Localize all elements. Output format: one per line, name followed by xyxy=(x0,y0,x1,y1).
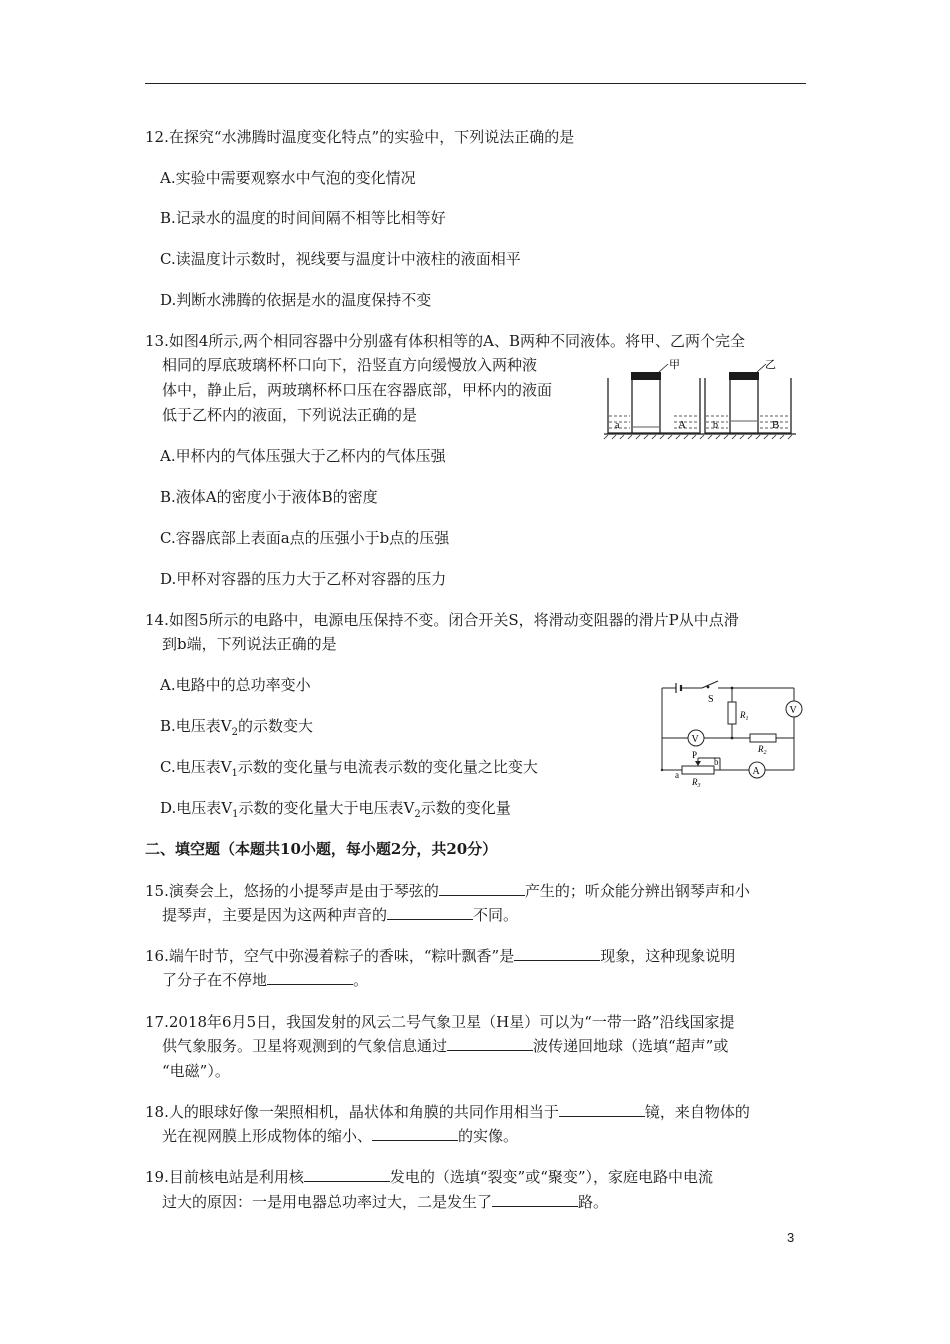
q19-line1: 19.目前核电站是利用核 发电的（选填“裂变”或“聚变”），家庭电路中电流 xyxy=(145,1168,714,1186)
q18-blank-1[interactable] xyxy=(559,1102,645,1117)
slider-arrow xyxy=(695,761,701,766)
q13-option-c: C.容器底部上表面a点的压强小于b点的压强 xyxy=(160,529,450,547)
q14-circuit-figure xyxy=(650,680,810,792)
q13-stem-line3: 体中，静止后，两玻璃杯杯口压在容器底部，甲杯内的液面 xyxy=(162,381,553,399)
q13-stem-line2: 相同的厚底玻璃杯杯口向下，沿竖直方向缓慢放入两种液 xyxy=(162,356,538,374)
q13-stem-line1: 13.如图4所示,两个相同容器中分别盛有体积相等的A、B两种不同液体。将甲、乙两个完全 xyxy=(145,332,746,350)
slider-p-label: P xyxy=(692,750,698,760)
q13-option-a: A.甲杯内的气体压强大于乙杯内的气体压强 xyxy=(160,447,446,465)
q16-line2: 了分子在不停地 。 xyxy=(162,971,369,989)
container-1 xyxy=(608,358,700,433)
cup-jia-base xyxy=(631,372,661,380)
voltmeter-v1-label: V xyxy=(789,705,797,716)
end-a-label: a xyxy=(675,770,679,780)
label-yi: 乙 xyxy=(765,359,776,371)
q15-line2: 提琴声，主要是因为这两种声音的 不同。 xyxy=(162,906,519,924)
q16-line1: 16.端午时节，空气中弥漫着粽子的香味，“粽叶飘香”是 现象，这种现象说明 xyxy=(145,947,736,965)
r3-label: $R_3$ xyxy=(692,777,701,789)
q16-blank-1[interactable] xyxy=(514,946,600,961)
q12-option-c: C.读温度计示数时，视线要与温度计中液柱的液面相平 xyxy=(160,250,521,268)
q15-line1: 15.演奏会上，悠扬的小提琴声是由于琴弦的 产生的；听众能分辨出钢琴声和小 xyxy=(145,882,750,900)
q13-option-d: D.甲杯对容器的压力大于乙杯对容器的压力 xyxy=(160,570,447,588)
voltmeter-v2-label: V xyxy=(691,734,699,745)
q13-figure xyxy=(602,358,802,440)
r1-label: $R_1$ xyxy=(740,710,749,722)
label-liquid-b: B xyxy=(772,419,780,431)
q18-blank-2[interactable] xyxy=(372,1126,458,1141)
label-point-b: b xyxy=(713,420,718,431)
q14-option-a: A.电路中的总功率变小 xyxy=(160,676,311,694)
q13-option-b: B.液体A的密度小于液体B的密度 xyxy=(160,488,378,506)
q12-option-d: D.判断水沸腾的依据是水的温度保持不变 xyxy=(160,291,432,309)
q12-option-b: B.记录水的温度的时间间隔不相等比相等好 xyxy=(160,209,446,227)
q18-line2: 光在视网膜上形成物体的缩小、 的实像。 xyxy=(162,1127,519,1145)
ammeter-label: A xyxy=(752,766,760,777)
q19-blank-1[interactable] xyxy=(304,1167,390,1182)
q14-stem-line1: 14.如图5所示的电路中，电源电压保持不变。闭合开关S，将滑动变阻器的滑片P从中点滑 xyxy=(145,611,739,629)
q18-line1: 18.人的眼球好像一架照相机，晶状体和角膜的共同作用相当于 镜，来自物体的 xyxy=(145,1103,750,1121)
label-jia: 甲 xyxy=(669,359,680,371)
q14-option-b: B.电压表$V_2$的示数变大 xyxy=(160,717,314,738)
cup-yi-base xyxy=(729,372,759,380)
container-2 xyxy=(705,358,791,433)
q17-line1: 17.2018年6月5日，我国发射的风云二号气象卫星（H星）可以为“一带一路”沿线国家提 xyxy=(145,1013,735,1031)
ground-hatch xyxy=(604,435,792,439)
q14-option-c: C.电压表$V_1$示数的变化量与电流表示数的变化量之比变大 xyxy=(160,758,538,779)
q15-blank-2[interactable] xyxy=(387,905,473,920)
q19-line2: 过大的原因：一是用电器总功率过大，二是发生了 路。 xyxy=(162,1193,609,1211)
page-number: 3 xyxy=(787,1230,795,1245)
q17-line3: “电磁”）。 xyxy=(162,1062,230,1080)
q17-blank-1[interactable] xyxy=(447,1036,533,1051)
label-point-a: a xyxy=(615,420,620,431)
r2-label: $R_2$ xyxy=(758,744,767,756)
switch-label: S xyxy=(708,694,714,705)
q19-blank-2[interactable] xyxy=(492,1192,578,1207)
label-liquid-a: A xyxy=(678,419,686,431)
q12-stem: 12.在探究“水沸腾时温度变化特点”的实验中，下列说法正确的是 xyxy=(145,128,575,146)
q16-blank-2[interactable] xyxy=(267,970,353,985)
q13-stem-line4: 低于乙杯内的液面，下列说法正确的是 xyxy=(162,406,418,424)
header-rule xyxy=(145,83,806,84)
end-b-label: b xyxy=(714,757,719,767)
q14-option-d: D.电压表$V_1$示数的变化量大于电压表$V_2$示数的变化量 xyxy=(160,799,511,820)
q17-line2: 供气象服务。卫星将观测到的气象信息通过 波传递回地球（选填“超声”或 xyxy=(162,1037,729,1055)
q14-stem-line2: 到b端，下列说法正确的是 xyxy=(162,635,337,653)
section2-title: 二、填空题（本题共10小题，每小题2分，共20分） xyxy=(145,840,498,858)
q12-option-a: A.实验中需要观察水中气泡的变化情况 xyxy=(160,169,416,187)
q15-blank-1[interactable] xyxy=(439,881,525,896)
